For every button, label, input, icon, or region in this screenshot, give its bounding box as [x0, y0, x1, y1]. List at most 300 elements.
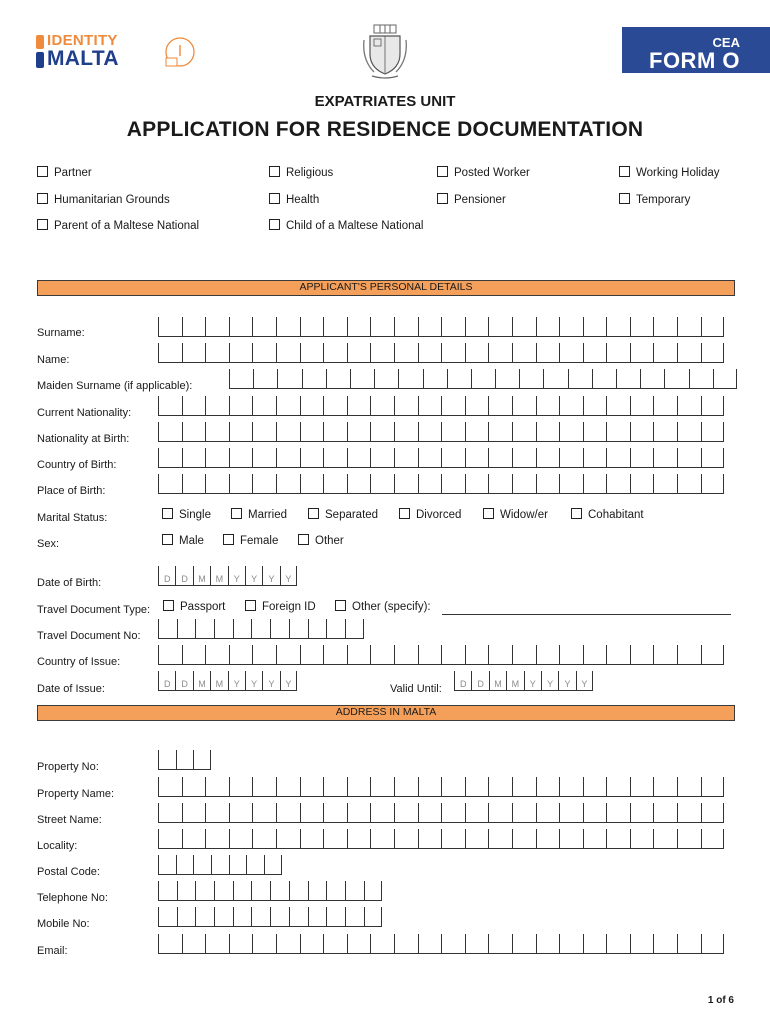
- category-working-holiday[interactable]: [619, 166, 720, 179]
- input-cell[interactable]: [592, 369, 616, 389]
- sex-other[interactable]: [298, 534, 344, 547]
- input-cell[interactable]: [347, 343, 371, 363]
- input-cell[interactable]: [418, 396, 442, 416]
- input-cell[interactable]: [270, 881, 289, 901]
- input-cell[interactable]: [326, 881, 345, 901]
- maiden-surname-input[interactable]: [229, 369, 737, 389]
- input-cell[interactable]: [176, 855, 194, 875]
- travel-other[interactable]: [335, 600, 431, 613]
- input-cell[interactable]: [418, 474, 442, 494]
- input-cell[interactable]: [364, 907, 383, 927]
- input-cell[interactable]: [177, 881, 196, 901]
- input-cell[interactable]: [583, 317, 607, 337]
- current-nationality-input[interactable]: [158, 396, 724, 416]
- input-cell[interactable]: [394, 422, 418, 442]
- input-cell[interactable]: [488, 803, 512, 823]
- input-cell[interactable]: [211, 855, 229, 875]
- input-cell[interactable]: [653, 829, 677, 849]
- input-cell[interactable]: [488, 829, 512, 849]
- input-cell[interactable]: [193, 855, 211, 875]
- input-cell[interactable]: [512, 448, 536, 468]
- checkbox[interactable]: [619, 193, 630, 204]
- input-cell[interactable]: [347, 829, 371, 849]
- input-cell[interactable]: [677, 317, 701, 337]
- input-cell[interactable]: [308, 619, 327, 639]
- input-cell[interactable]: [630, 317, 654, 337]
- input-cell[interactable]: [182, 474, 206, 494]
- input-cell[interactable]: [465, 829, 489, 849]
- input-cell[interactable]: [543, 369, 567, 389]
- input-cell[interactable]: [370, 396, 394, 416]
- input-cell[interactable]: [229, 855, 247, 875]
- input-cell[interactable]: [616, 369, 640, 389]
- input-cell[interactable]: [289, 907, 308, 927]
- checkbox[interactable]: [223, 534, 234, 545]
- input-cell[interactable]: [701, 448, 725, 468]
- input-cell[interactable]: [300, 317, 324, 337]
- input-cell[interactable]: [252, 777, 276, 797]
- date-cell[interactable]: D: [471, 671, 488, 691]
- input-cell[interactable]: [370, 645, 394, 665]
- input-cell[interactable]: [182, 645, 206, 665]
- checkbox[interactable]: [162, 508, 173, 519]
- input-cell[interactable]: [205, 934, 229, 954]
- input-cell[interactable]: [418, 422, 442, 442]
- date-cell[interactable]: D: [454, 671, 471, 691]
- input-cell[interactable]: [276, 803, 300, 823]
- input-cell[interactable]: [441, 777, 465, 797]
- input-cell[interactable]: [276, 422, 300, 442]
- input-cell[interactable]: [488, 396, 512, 416]
- input-cell[interactable]: [583, 474, 607, 494]
- input-cell[interactable]: [158, 422, 182, 442]
- input-cell[interactable]: [689, 369, 713, 389]
- input-cell[interactable]: [252, 422, 276, 442]
- input-cell[interactable]: [370, 317, 394, 337]
- input-cell[interactable]: [606, 934, 630, 954]
- date-cell[interactable]: D: [158, 671, 175, 691]
- input-cell[interactable]: [465, 803, 489, 823]
- input-cell[interactable]: [323, 777, 347, 797]
- input-cell[interactable]: [701, 645, 725, 665]
- input-cell[interactable]: [300, 829, 324, 849]
- input-cell[interactable]: [512, 474, 536, 494]
- input-cell[interactable]: [158, 803, 182, 823]
- sex-female[interactable]: [223, 534, 278, 547]
- input-cell[interactable]: [205, 343, 229, 363]
- checkbox[interactable]: [335, 600, 346, 611]
- input-cell[interactable]: [205, 396, 229, 416]
- input-cell[interactable]: [374, 369, 398, 389]
- input-cell[interactable]: [205, 317, 229, 337]
- input-cell[interactable]: [252, 343, 276, 363]
- input-cell[interactable]: [677, 396, 701, 416]
- input-cell[interactable]: [606, 396, 630, 416]
- input-cell[interactable]: [653, 448, 677, 468]
- date-cell[interactable]: Y: [541, 671, 558, 691]
- input-cell[interactable]: [252, 645, 276, 665]
- input-cell[interactable]: [653, 645, 677, 665]
- input-cell[interactable]: [300, 803, 324, 823]
- input-cell[interactable]: [583, 829, 607, 849]
- category-child-maltese[interactable]: [269, 219, 423, 232]
- input-cell[interactable]: [583, 343, 607, 363]
- input-cell[interactable]: [158, 881, 177, 901]
- input-cell[interactable]: [323, 317, 347, 337]
- input-cell[interactable]: [536, 934, 560, 954]
- input-cell[interactable]: [630, 448, 654, 468]
- input-cell[interactable]: [701, 474, 725, 494]
- input-cell[interactable]: [394, 777, 418, 797]
- input-cell[interactable]: [347, 474, 371, 494]
- input-cell[interactable]: [252, 803, 276, 823]
- input-cell[interactable]: [347, 317, 371, 337]
- input-cell[interactable]: [233, 619, 252, 639]
- input-cell[interactable]: [394, 343, 418, 363]
- input-cell[interactable]: [653, 317, 677, 337]
- input-cell[interactable]: [252, 317, 276, 337]
- input-cell[interactable]: [370, 777, 394, 797]
- checkbox[interactable]: [163, 600, 174, 611]
- input-cell[interactable]: [323, 934, 347, 954]
- surname-input[interactable]: [158, 317, 724, 337]
- input-cell[interactable]: [630, 777, 654, 797]
- input-cell[interactable]: [488, 448, 512, 468]
- input-cell[interactable]: [177, 907, 196, 927]
- input-cell[interactable]: [158, 343, 182, 363]
- input-cell[interactable]: [441, 317, 465, 337]
- input-cell[interactable]: [229, 317, 253, 337]
- input-cell[interactable]: [182, 396, 206, 416]
- input-cell[interactable]: [559, 343, 583, 363]
- marital-married[interactable]: [231, 508, 287, 521]
- category-temporary[interactable]: [619, 193, 690, 206]
- input-cell[interactable]: [308, 881, 327, 901]
- input-cell[interactable]: [583, 777, 607, 797]
- input-cell[interactable]: [559, 934, 583, 954]
- category-posted-worker[interactable]: [437, 166, 530, 179]
- input-cell[interactable]: [559, 829, 583, 849]
- input-cell[interactable]: [441, 448, 465, 468]
- input-cell[interactable]: [441, 829, 465, 849]
- checkbox[interactable]: [619, 166, 630, 177]
- input-cell[interactable]: [276, 934, 300, 954]
- input-cell[interactable]: [347, 645, 371, 665]
- input-cell[interactable]: [251, 881, 270, 901]
- marital-separated[interactable]: [308, 508, 378, 521]
- input-cell[interactable]: [326, 907, 345, 927]
- input-cell[interactable]: [606, 829, 630, 849]
- input-cell[interactable]: [630, 422, 654, 442]
- input-cell[interactable]: [229, 422, 253, 442]
- input-cell[interactable]: [630, 829, 654, 849]
- input-cell[interactable]: [300, 934, 324, 954]
- input-cell[interactable]: [251, 619, 270, 639]
- input-cell[interactable]: [677, 829, 701, 849]
- input-cell[interactable]: [252, 934, 276, 954]
- input-cell[interactable]: [158, 645, 182, 665]
- input-cell[interactable]: [182, 317, 206, 337]
- input-cell[interactable]: [370, 343, 394, 363]
- property-name-input[interactable]: [158, 777, 724, 797]
- input-cell[interactable]: [158, 396, 182, 416]
- input-cell[interactable]: [418, 343, 442, 363]
- input-cell[interactable]: [182, 934, 206, 954]
- input-cell[interactable]: [308, 907, 327, 927]
- input-cell[interactable]: [512, 829, 536, 849]
- name-input[interactable]: [158, 343, 724, 363]
- checkbox[interactable]: [269, 219, 280, 230]
- input-cell[interactable]: [347, 448, 371, 468]
- input-cell[interactable]: [158, 829, 182, 849]
- input-cell[interactable]: [701, 934, 725, 954]
- input-cell[interactable]: [512, 777, 536, 797]
- input-cell[interactable]: [418, 803, 442, 823]
- input-cell[interactable]: [345, 619, 364, 639]
- input-cell[interactable]: [418, 829, 442, 849]
- input-cell[interactable]: [205, 777, 229, 797]
- marital-divorced[interactable]: [399, 508, 461, 521]
- input-cell[interactable]: [233, 881, 252, 901]
- checkbox[interactable]: [399, 508, 410, 519]
- input-cell[interactable]: [158, 474, 182, 494]
- input-cell[interactable]: [300, 474, 324, 494]
- date-cell[interactable]: M: [193, 671, 210, 691]
- input-cell[interactable]: [653, 777, 677, 797]
- date-cell[interactable]: Y: [280, 566, 297, 586]
- input-cell[interactable]: [701, 829, 725, 849]
- input-cell[interactable]: [465, 448, 489, 468]
- checkbox[interactable]: [37, 193, 48, 204]
- input-cell[interactable]: [606, 803, 630, 823]
- input-cell[interactable]: [677, 934, 701, 954]
- input-cell[interactable]: [536, 396, 560, 416]
- input-cell[interactable]: [326, 369, 350, 389]
- date-cell[interactable]: M: [193, 566, 210, 586]
- input-cell[interactable]: [276, 474, 300, 494]
- input-cell[interactable]: [559, 422, 583, 442]
- input-cell[interactable]: [640, 369, 664, 389]
- input-cell[interactable]: [276, 448, 300, 468]
- input-cell[interactable]: [270, 619, 289, 639]
- date-cell[interactable]: Y: [262, 671, 279, 691]
- date-cell[interactable]: Y: [280, 671, 297, 691]
- input-cell[interactable]: [229, 934, 253, 954]
- input-cell[interactable]: [701, 422, 725, 442]
- input-cell[interactable]: [177, 619, 196, 639]
- input-cell[interactable]: [302, 369, 326, 389]
- checkbox[interactable]: [571, 508, 582, 519]
- category-health[interactable]: [269, 193, 319, 206]
- input-cell[interactable]: [326, 619, 345, 639]
- input-cell[interactable]: [158, 777, 182, 797]
- input-cell[interactable]: [182, 422, 206, 442]
- input-cell[interactable]: [630, 645, 654, 665]
- input-cell[interactable]: [158, 934, 182, 954]
- input-cell[interactable]: [364, 881, 383, 901]
- input-cell[interactable]: [323, 829, 347, 849]
- input-cell[interactable]: [300, 422, 324, 442]
- date-cell[interactable]: Y: [228, 671, 245, 691]
- input-cell[interactable]: [182, 343, 206, 363]
- input-cell[interactable]: [323, 645, 347, 665]
- input-cell[interactable]: [246, 855, 264, 875]
- input-cell[interactable]: [205, 448, 229, 468]
- input-cell[interactable]: [323, 474, 347, 494]
- input-cell[interactable]: [653, 474, 677, 494]
- input-cell[interactable]: [441, 343, 465, 363]
- telephone-input[interactable]: [158, 881, 382, 901]
- input-cell[interactable]: [205, 645, 229, 665]
- input-cell[interactable]: [583, 422, 607, 442]
- property-no-input[interactable]: [158, 750, 211, 770]
- input-cell[interactable]: [158, 855, 176, 875]
- input-cell[interactable]: [418, 645, 442, 665]
- input-cell[interactable]: [182, 777, 206, 797]
- input-cell[interactable]: [252, 829, 276, 849]
- input-cell[interactable]: [606, 474, 630, 494]
- input-cell[interactable]: [536, 645, 560, 665]
- input-cell[interactable]: [512, 317, 536, 337]
- marital-single[interactable]: [162, 508, 211, 521]
- postal-code-input[interactable]: [158, 855, 282, 875]
- country-issue-input[interactable]: [158, 645, 724, 665]
- date-cell[interactable]: Y: [524, 671, 541, 691]
- input-cell[interactable]: [394, 317, 418, 337]
- input-cell[interactable]: [323, 343, 347, 363]
- input-cell[interactable]: [345, 907, 364, 927]
- input-cell[interactable]: [512, 343, 536, 363]
- input-cell[interactable]: [441, 803, 465, 823]
- input-cell[interactable]: [701, 317, 725, 337]
- input-cell[interactable]: [701, 777, 725, 797]
- input-cell[interactable]: [229, 396, 253, 416]
- input-cell[interactable]: [536, 803, 560, 823]
- input-cell[interactable]: [418, 448, 442, 468]
- input-cell[interactable]: [214, 881, 233, 901]
- input-cell[interactable]: [512, 396, 536, 416]
- date-cell[interactable]: Y: [262, 566, 279, 586]
- email-input[interactable]: [158, 934, 724, 954]
- input-cell[interactable]: [195, 619, 214, 639]
- input-cell[interactable]: [323, 803, 347, 823]
- input-cell[interactable]: [229, 829, 253, 849]
- input-cell[interactable]: [418, 317, 442, 337]
- input-cell[interactable]: [441, 645, 465, 665]
- input-cell[interactable]: [300, 396, 324, 416]
- input-cell[interactable]: [465, 777, 489, 797]
- checkbox[interactable]: [483, 508, 494, 519]
- input-cell[interactable]: [583, 645, 607, 665]
- input-cell[interactable]: [277, 369, 301, 389]
- input-cell[interactable]: [205, 829, 229, 849]
- input-cell[interactable]: [229, 803, 253, 823]
- input-cell[interactable]: [653, 803, 677, 823]
- input-cell[interactable]: [488, 934, 512, 954]
- input-cell[interactable]: [495, 369, 519, 389]
- travel-passport[interactable]: [163, 600, 225, 613]
- input-cell[interactable]: [653, 422, 677, 442]
- travel-doc-no-input[interactable]: [158, 619, 364, 639]
- input-cell[interactable]: [176, 750, 194, 770]
- input-cell[interactable]: [252, 474, 276, 494]
- category-religious[interactable]: [269, 166, 333, 179]
- input-cell[interactable]: [677, 777, 701, 797]
- date-issue-input[interactable]: [158, 671, 297, 691]
- input-cell[interactable]: [559, 448, 583, 468]
- input-cell[interactable]: [347, 777, 371, 797]
- input-cell[interactable]: [677, 803, 701, 823]
- input-cell[interactable]: [347, 803, 371, 823]
- input-cell[interactable]: [394, 448, 418, 468]
- input-cell[interactable]: [347, 396, 371, 416]
- date-cell[interactable]: M: [506, 671, 523, 691]
- checkbox[interactable]: [269, 166, 280, 177]
- marital-cohabitant[interactable]: [571, 508, 644, 521]
- category-pensioner[interactable]: [437, 193, 506, 206]
- input-cell[interactable]: [193, 750, 211, 770]
- input-cell[interactable]: [677, 343, 701, 363]
- sex-male[interactable]: [162, 534, 204, 547]
- input-cell[interactable]: [441, 934, 465, 954]
- input-cell[interactable]: [512, 803, 536, 823]
- input-cell[interactable]: [606, 422, 630, 442]
- input-cell[interactable]: [536, 343, 560, 363]
- input-cell[interactable]: [394, 645, 418, 665]
- mobile-input[interactable]: [158, 907, 382, 927]
- input-cell[interactable]: [229, 343, 253, 363]
- input-cell[interactable]: [323, 422, 347, 442]
- input-cell[interactable]: [418, 934, 442, 954]
- input-cell[interactable]: [347, 422, 371, 442]
- input-cell[interactable]: [653, 343, 677, 363]
- input-cell[interactable]: [300, 777, 324, 797]
- checkbox[interactable]: [162, 534, 173, 545]
- input-cell[interactable]: [370, 829, 394, 849]
- input-cell[interactable]: [512, 934, 536, 954]
- place-birth-input[interactable]: [158, 474, 724, 494]
- date-cell[interactable]: D: [158, 566, 175, 586]
- date-cell[interactable]: D: [175, 566, 192, 586]
- input-cell[interactable]: [205, 803, 229, 823]
- input-cell[interactable]: [214, 907, 233, 927]
- input-cell[interactable]: [205, 422, 229, 442]
- input-cell[interactable]: [677, 422, 701, 442]
- input-cell[interactable]: [229, 777, 253, 797]
- input-cell[interactable]: [465, 474, 489, 494]
- date-cell[interactable]: Y: [245, 671, 262, 691]
- input-cell[interactable]: [158, 448, 182, 468]
- checkbox[interactable]: [37, 166, 48, 177]
- input-cell[interactable]: [158, 907, 177, 927]
- input-cell[interactable]: [583, 803, 607, 823]
- input-cell[interactable]: [441, 474, 465, 494]
- input-cell[interactable]: [276, 343, 300, 363]
- input-cell[interactable]: [345, 881, 364, 901]
- date-cell[interactable]: Y: [558, 671, 575, 691]
- input-cell[interactable]: [606, 317, 630, 337]
- input-cell[interactable]: [350, 369, 374, 389]
- input-cell[interactable]: [441, 396, 465, 416]
- input-cell[interactable]: [423, 369, 447, 389]
- input-cell[interactable]: [394, 396, 418, 416]
- input-cell[interactable]: [300, 645, 324, 665]
- country-birth-input[interactable]: [158, 448, 724, 468]
- input-cell[interactable]: [583, 448, 607, 468]
- checkbox[interactable]: [437, 166, 448, 177]
- input-cell[interactable]: [713, 369, 737, 389]
- input-cell[interactable]: [289, 619, 308, 639]
